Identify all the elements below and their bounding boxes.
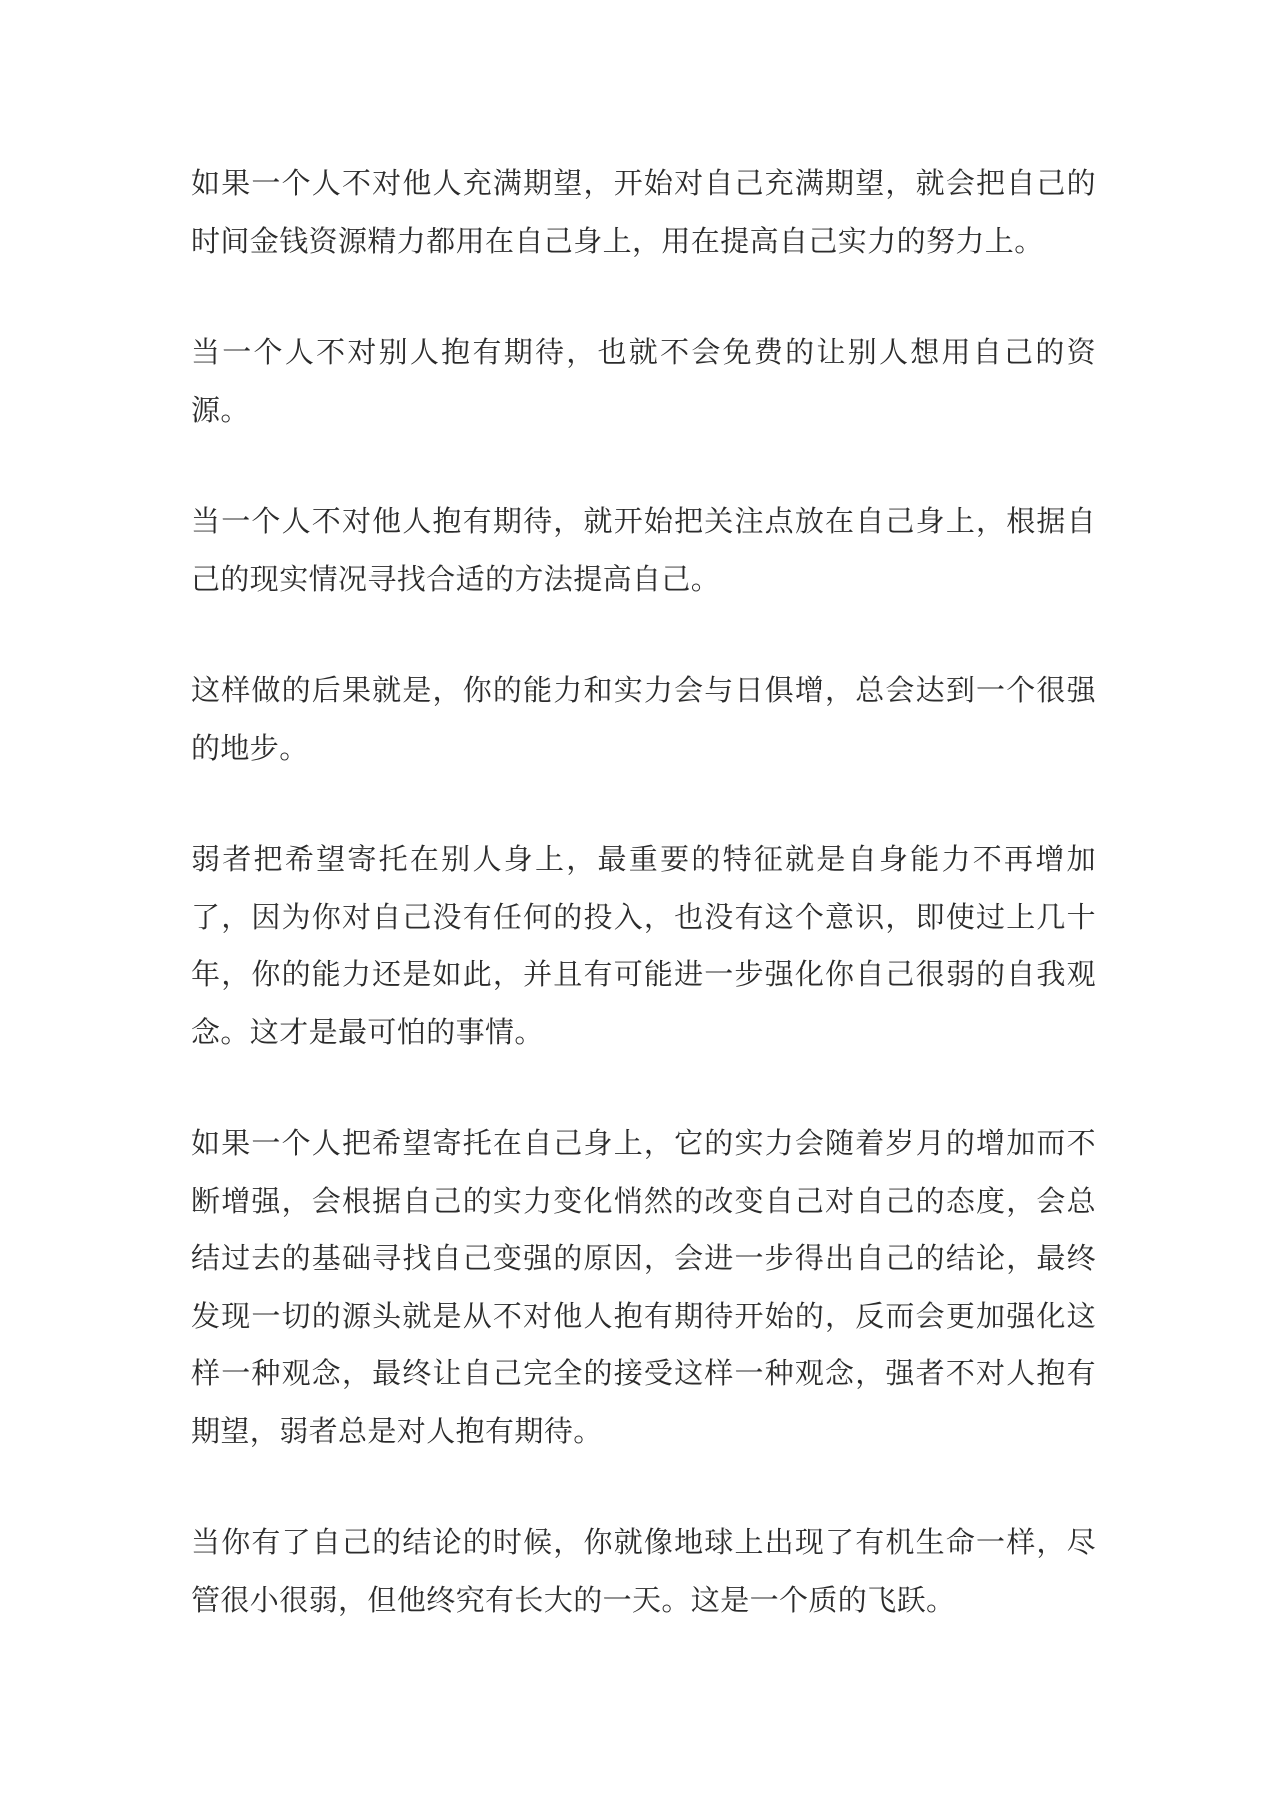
paragraph: 当你有了自己的结论的时候，你就像地球上出现了有机生命一样，尽管很小很弱，但他终究有长大的一天。这是一个质的飞跃。: [191, 1525, 1096, 1617]
paragraph: 这样做的后果就是，你的能力和实力会与日俱增，总会达到一个很强的地步。: [191, 673, 1096, 765]
paragraph: 当一个人不对别人抱有期待，也就不会免费的让别人想用自己的资源。: [191, 335, 1096, 427]
paragraph: 如果一个人不对他人充满期望，开始对自己充满期望，就会把自己的时间金钱资源精力都用在自己身上，用在提高自己实力的努力上。: [191, 166, 1096, 258]
document-body: [191, 155, 1096, 1629]
paragraph: 当一个人不对他人抱有期待，就开始把关注点放在自己身上，根据自己的现实情况寻找合适的方法提高自己。: [191, 504, 1096, 596]
paragraph: 弱者把希望寄托在别人身上，最重要的特征就是自身能力不再增加了，因为你对自己没有任何的投入，也没有这个意识，即使过上几十年，你的能力还是如此，并且有可能进一步强化你自己很弱的自我观念。这才是最可怕的事情。: [191, 842, 1096, 1049]
paragraph: 如果一个人把希望寄托在自己身上，它的实力会随着岁月的增加而不断增强，会根据自己的实力变化悄然的改变自己对自己的态度，会总结过去的基础寻找自己变强的原因，会进一步得出自己的结论，最终发现一切的源头就是从不对他人抱有期待开始的，反而会更加强化这样一种观念，最终让自己完全的接受这样一种观念，强者不对人抱有期望，弱者总是对人抱有期待。: [191, 1126, 1096, 1448]
